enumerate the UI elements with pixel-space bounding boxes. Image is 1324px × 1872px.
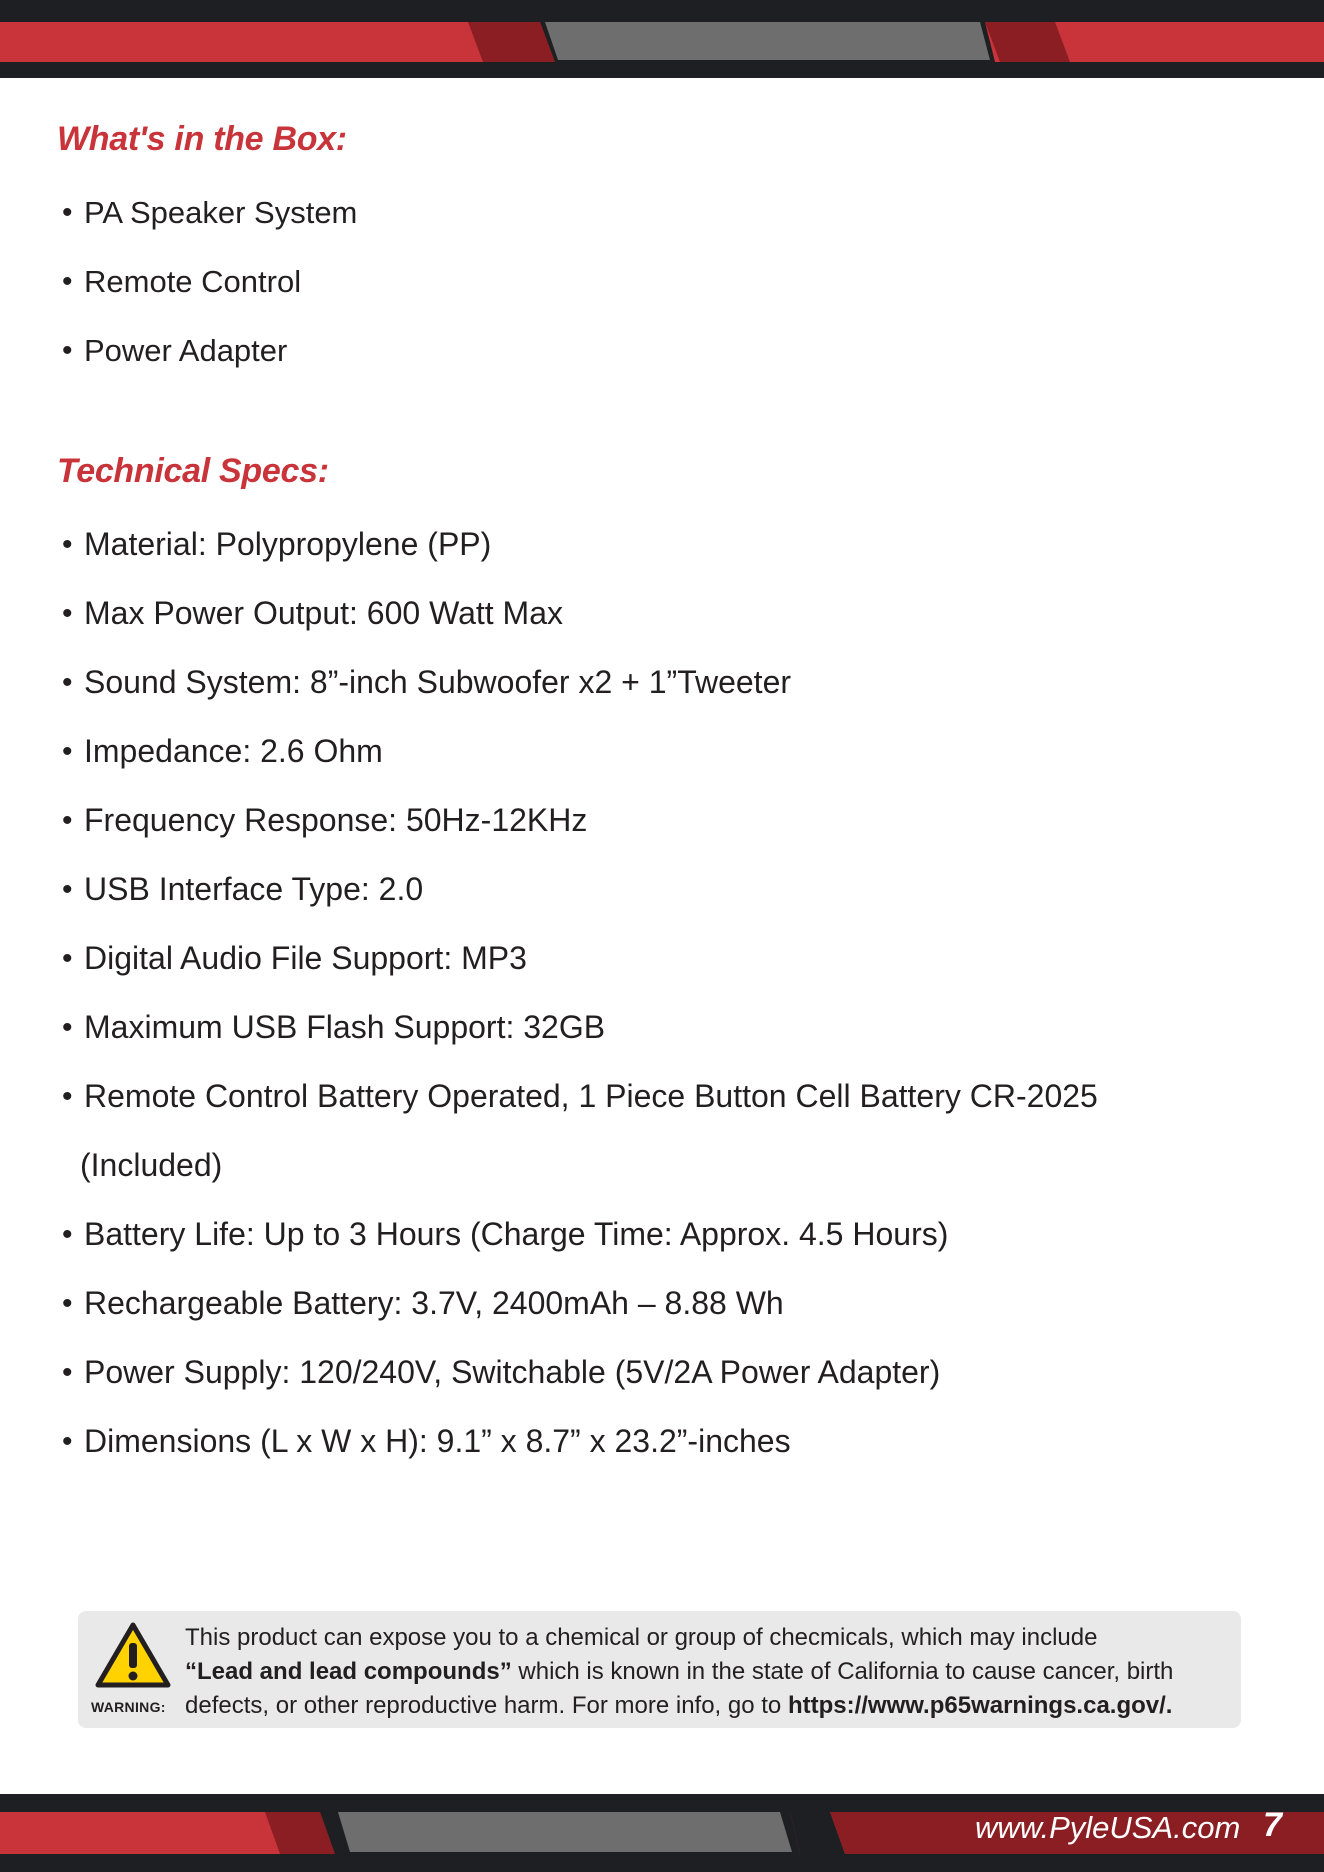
list-item: • Power Adapter <box>62 316 357 385</box>
list-item: • Remote Control <box>62 247 357 316</box>
p65-warnings-link[interactable]: https://www.p65warnings.ca.gov/ <box>787 1692 1166 1719</box>
page-number: 7 <box>1263 1806 1282 1844</box>
warning-triangle-icon <box>95 1621 171 1689</box>
list-item: • Max Power Output: 600 Watt Max <box>62 579 1098 648</box>
box-contents-title: What's in the Box: <box>57 120 347 158</box>
list-item: • Power Supply: 120/240V, Switchable (5V/2A Power Adapter) <box>62 1338 1098 1407</box>
list-item: • Impedance: 2.6 Ohm <box>62 717 1098 786</box>
list-item-continuation: (Included) <box>80 1147 223 1183</box>
list-item: • PA Speaker System <box>62 178 357 247</box>
list-item: • Dimensions (L x W x H): 9.1” x 8.7” x 23.2”-inches <box>62 1407 1098 1476</box>
list-item: • Digital Audio File Support: MP3 <box>62 924 1098 993</box>
header-band <box>0 0 1324 78</box>
warning-label: WARNING: <box>91 1699 166 1715</box>
list-item: • Rechargeable Battery: 3.7V, 2400mAh – 8.88 Wh <box>62 1269 1098 1338</box>
list-item: • Sound System: 8”-inch Subwoofer x2 + 1”Tweeter <box>62 648 1098 717</box>
prop65-warning-box <box>78 1611 1241 1728</box>
warning-text: This product can expose you to a chemical or group of checmicals, which may include “Lead and lead compounds” which is known in the state of California to cause cancer, birth defects, or other reproductive harm. For more info, go to https://www.p65warnings.ca.gov/. <box>185 1624 1174 1719</box>
footer-website[interactable]: www.PyleUSA.com <box>975 1810 1241 1845</box>
list-item: • Frequency Response: 50Hz-12KHz <box>62 786 1098 855</box>
list-item: • Remote Control Battery Operated, 1 Piece Button Cell Battery CR-2025 <box>62 1062 1098 1131</box>
technical-specs-title: Technical Specs: <box>57 452 329 490</box>
box-contents-list <box>62 178 357 385</box>
list-item: • Maximum USB Flash Support: 32GB <box>62 993 1098 1062</box>
list-item: • USB Interface Type: 2.0 <box>62 855 1098 924</box>
technical-specs-list <box>62 510 1098 1476</box>
list-item: • Battery Life: Up to 3 Hours (Charge Time: Approx. 4.5 Hours) <box>62 1200 1098 1269</box>
list-item: • Material: Polypropylene (PP) <box>62 510 1098 579</box>
